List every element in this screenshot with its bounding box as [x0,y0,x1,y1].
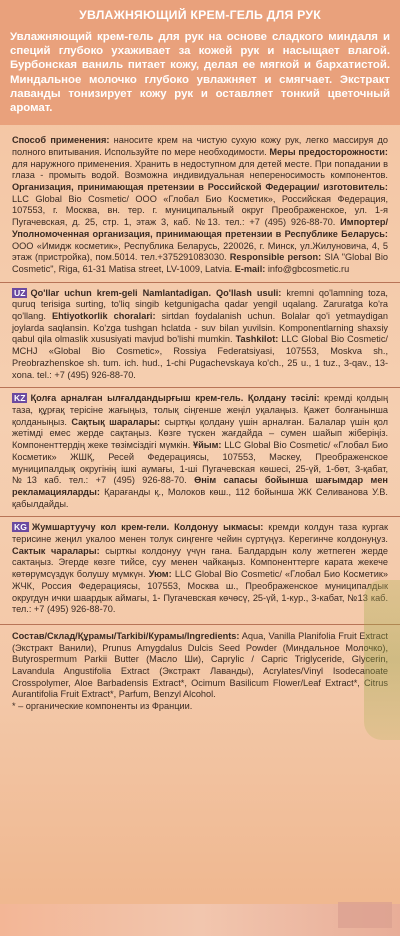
email-text: info@gbcosmetic.ru [265,263,350,274]
uz-usage-label: Qo'llash usuli: [216,287,282,298]
kz-maker-text: LLC Global Bio Cosmetic/ «Глобал Био Косметик» ЖШҚ, Ресей Федерациясы, 107553, Мәскеу, Преображенское муниципалдық округінің ішкі аумағы, 1-ші Пугачевская көшесі, 25-үй, 1-бөт, 3-қабат, №13 каб. тел.: +7 (495) 926-88-70. [12,440,388,486]
corner-mark [338,902,392,928]
product-description: Увлажняющий крем-гель для рук на основе сладкого миндаля и специй глубоко ухаживает за кожей рук и насыщает влагой. Бурбонская ваниль питает кожу, делая ее мягкой и бархатистой. Миндальное молочко глубоко увлажняет и смягчает. Экстракт лаванды тонизирует кожу рук и оставляет тонкий цветочный аромат. [10,31,390,115]
uz-caution-label: Ehtiyotkorlik choralari: [51,311,156,322]
kz-quality-label: Өнім сапасы бойынша шағымдар мен рекламацияларды: [12,475,388,497]
organization-text: LLC Global Bio Cosmetic/ ООО «Глобал Био Косметик», Российская Федерация, 107553, г. Москва, вн. тер. г. муниципальный округ Преображенское, ул. 1-я Пугачевская, д. 25, стр. 1, этаж 3, каб. №13. тел.: +7 (495) 926-88-70. [12,193,388,228]
language-badge-uz: UZ [14,287,26,298]
importer-label: Импортер/ Уполномоченная организация, принимающая претензии в Республике Беларусь: [12,217,388,239]
kyrgyz-section [0,516,400,616]
organization-label: Организация, принимающая претензии в Российской Федерации/ изготовитель: [12,182,388,193]
kz-quality-text: Қарағанды қ., Молоков көш., 112 бойынша ЖК Селиванова У.В. қабылдайды. [12,486,388,509]
uz-org-text: LLC Global Bio Cosmetic/ MCHJ «Global Bio Cosmetic», Rossiya Federatsiyasi, 107553, Moskva sh., Preobrazhenskoe sh. tum. ich. hud., 1-chi Pugachevskaya ko'ch., 25 u., 1 tuz., 3-qav., 13-xona. tel.: +7 (495) 926-88-70. [12,334,388,380]
ingredients-section [0,624,400,713]
language-badge-kz: KZ [14,393,26,404]
uz-title: Qo'llar uchun krem-geli Namlantadigan. [30,287,211,298]
uz-org-label: Tashkilot: [235,334,279,345]
kg-title: Жумшартуучу кол крем-гели. [31,522,170,533]
kg-caution-label: Сактык чаралары: [12,545,100,556]
header-block [0,0,400,125]
kg-org-label: Уюм: [148,569,172,580]
email-label: E-mail: [234,263,266,274]
language-badge-kg: KG [14,522,27,533]
decorative-leaf [364,580,400,740]
method-label: Способ применения: [12,135,110,146]
russian-section [0,135,400,275]
uz-usage-text: kremni qo'lamning toza, quruq terisiga surting, to'liq singib ketgunigacha qadar yengil uqalang. Zaruratga ko'ra qo'llang. [12,287,388,322]
ingredients-text: Aqua, Vanilla Planifolia Fruit Extract (Экстракт Ванили), Prunus Amygdalus Dulcis Seed Powder (Миндальное Молочко), Butyrospermum Parkii Butter (Масло Ши), Caprylic / Capric Triglyceride, Glycerin, Lavandula Angustifolia Extract (Экстракт Лаванды), Acrylates/Vinyl Isodecanoate Crosspolymer, Aloe Barbadensis Extract*, Ocimum Basilicum Flower/Leaf Extract*, Citrus Aurantifolia Fruit Extract*, Parfum, Benzyl Alcohol. [12,630,388,700]
ingredients-label: Состав/Склад/Құрамы/Tarkibi/Курамы/Ingredients: [12,630,240,641]
kg-usage-text: кремди колдун таза кургак терисине жеңил укалоо менен толук сиңгенге чейин сүртүңүз. Керегинче колдонуңуз. [12,522,388,545]
precautions-text: для наружного применения. Хранить в недоступном для детей месте. При попадании в глаза - промыть водой. Возможна индивидуальная непереносимость компонентов. [12,158,388,181]
kz-caution-text: сыртқы қолдану үшін арналған. Балалар үшін қол жетімді емес жерде сақтаңыз. Көзге түскен жағдайда – сумен шайып жіберіңіз. Компоненттердің жеке төзімсіздігі мүмкін. [12,416,389,451]
uz-caution-text: sirtdan foydalanish uchun. Bolalar qo'i yetmaydigan joylarda saqlansin. Ko'zga tushgan hclatda - suv bilan yuvilsin. Komponentlarning shaxsiy qabul qila olmaslik xususiyati mavjud bo'lishi mumkin. [12,311,388,345]
precautions-label: Меры предосторожности: [269,146,388,157]
kg-org-text: LLC Global Bio Cosmetic/ «Глобал Био Косметик» ЖЧК, Россия Федерациясы, 107553, Москва ш., Преображенское муниципалдык округдун ички шаардык аймагы, 1- Пугачевская көчөсү, 25-үй, 1-кур., 3-кабат, №13 каб. тел.: +7 (495) 926-88-70. [12,569,388,615]
responsible-text: SIA "Global Bio Cosmetic", Riga, 61-31 Matisa street, LV-1009, Latvia. [12,252,388,274]
uzbek-section [0,282,400,382]
kz-caution-label: Сақтық шаралары: [71,416,161,427]
kz-usage-label: Қолдану тәсілі: [247,393,320,404]
method-text: наносите крем на чистую сухую кожу рук, легко массируя до полного впитывания. Используйте по мере необходимости. [12,135,388,157]
responsible-label: Responsible person: [229,252,322,263]
product-title: УВЛАЖНЯЮЩИЙ КРЕМ-ГЕЛЬ ДЛЯ РУК [79,8,321,22]
kg-usage-label: Колдонуу ыкмасы: [174,522,264,533]
kg-caution-text: сырткы колдонуу үчүн гана. Балдардын колу жетпеген жерде сактаңыз. Эгерде көзге тийсе, суу менен чайкаңыз. Компоненттерге карата жекече көтөрүмсүздүк болушу мүмкүн. [12,545,388,580]
kz-usage-text: кремді қолдың таза, құрғақ терісіне жағыңыз, толық сіңгенше жеңіл уқалаңыз. Қажет болғанынша қолданыңыз. [12,393,389,427]
kz-title: Қолға арналған ылғалдандырғыш крем-гель. [30,393,244,404]
ingredients-footnote: * – органические компоненты из Франции. [12,701,193,712]
importer-text: ООО «Имидж косметик», Республика Беларусь, 220026, г. Минск, ул.Жилуновича, 4, 5 этаж (пристройка), пом.5014. тел.+375291083030. [12,240,388,263]
kz-maker-label: Ұйым: [193,440,222,451]
kazakh-section [0,387,400,510]
